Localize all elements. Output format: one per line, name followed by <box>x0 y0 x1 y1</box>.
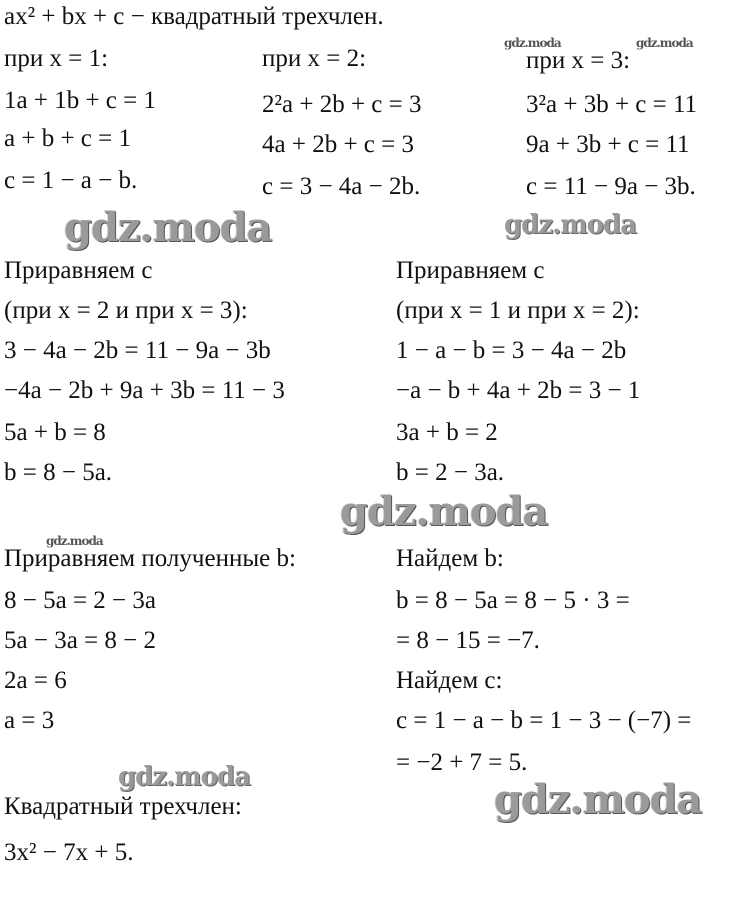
eqC-line-3: 2a = 6 <box>4 667 67 694</box>
eqA-line-2: −4a − 2b + 9a + 3b = 11 − 3 <box>4 377 285 404</box>
col2-header: при x = 2: <box>262 45 367 72</box>
eqA-line-1: 3 − 4a − 2b = 11 − 9a − 3b <box>4 337 271 364</box>
eqC-line-2: 5a − 3a = 8 − 2 <box>4 627 156 654</box>
findC-line-2: = −2 + 7 = 5. <box>396 749 528 776</box>
eqC-line-4: a = 3 <box>4 707 55 734</box>
eqA-condition: (при x = 2 и при x = 3): <box>4 297 248 324</box>
col1-header: при x = 1: <box>4 45 109 72</box>
eqB-line-3: 3a + b = 2 <box>396 419 498 446</box>
col3-line-3: c = 11 − 9a − 3b. <box>526 173 696 200</box>
eqA-line-3: 5a + b = 8 <box>4 419 106 446</box>
col1-line-2: a + b + c = 1 <box>4 125 131 152</box>
eqC-title: Приравняем полученные b: <box>4 545 296 572</box>
intro-line: ax² + bx + c − квадратный трехчлен. <box>4 3 384 30</box>
col3-line-1: 3²a + 3b + c = 11 <box>526 91 698 118</box>
col3-line-2: 9a + 3b + c = 11 <box>526 131 690 158</box>
col3-header: при x = 3: <box>526 47 631 74</box>
col1-line-3: c = 1 − a − b. <box>4 167 138 194</box>
eqB-line-1: 1 − a − b = 3 − 4a − 2b <box>396 337 627 364</box>
findC-line-1: c = 1 − a − b = 1 − 3 − (−7) = <box>396 707 692 734</box>
findC-title: Найдем c: <box>396 667 503 694</box>
watermark: gdz.moda <box>494 776 702 823</box>
answer-title: Квадратный трехчлен: <box>4 793 242 820</box>
eqB-line-2: −a − b + 4a + 2b = 3 − 1 <box>396 377 641 404</box>
eqB-line-4: b = 2 − 3a. <box>396 459 505 486</box>
watermark: gdz.moda <box>64 204 272 251</box>
eqC-line-1: 8 − 5a = 2 − 3a <box>4 587 156 614</box>
col2-line-2: 4a + 2b + c = 3 <box>262 131 414 158</box>
watermark: gdz.moda <box>636 36 693 50</box>
watermark: gdz.moda <box>118 762 251 792</box>
col1-line-1: 1a + 1b + c = 1 <box>4 87 156 114</box>
eqA-title: Приравняем c <box>4 257 153 284</box>
col2-line-1: 2²a + 2b + c = 3 <box>262 91 422 118</box>
watermark: gdz.moda <box>46 534 103 548</box>
answer-polynomial: 3x² − 7x + 5. <box>4 839 134 866</box>
watermark: gdz.moda <box>504 36 561 50</box>
findB-title: Найдем b: <box>396 545 504 572</box>
col2-line-3: c = 3 − 4a − 2b. <box>262 173 421 200</box>
eqB-title: Приравняем c <box>396 257 545 284</box>
watermark: gdz.moda <box>340 488 548 535</box>
findB-line-2: = 8 − 15 = −7. <box>396 627 540 654</box>
watermark: gdz.moda <box>504 210 637 240</box>
eqB-condition: (при x = 1 и при x = 2): <box>396 297 640 324</box>
eqA-line-4: b = 8 − 5a. <box>4 459 113 486</box>
findB-line-1: b = 8 − 5a = 8 − 5 · 3 = <box>396 587 630 614</box>
